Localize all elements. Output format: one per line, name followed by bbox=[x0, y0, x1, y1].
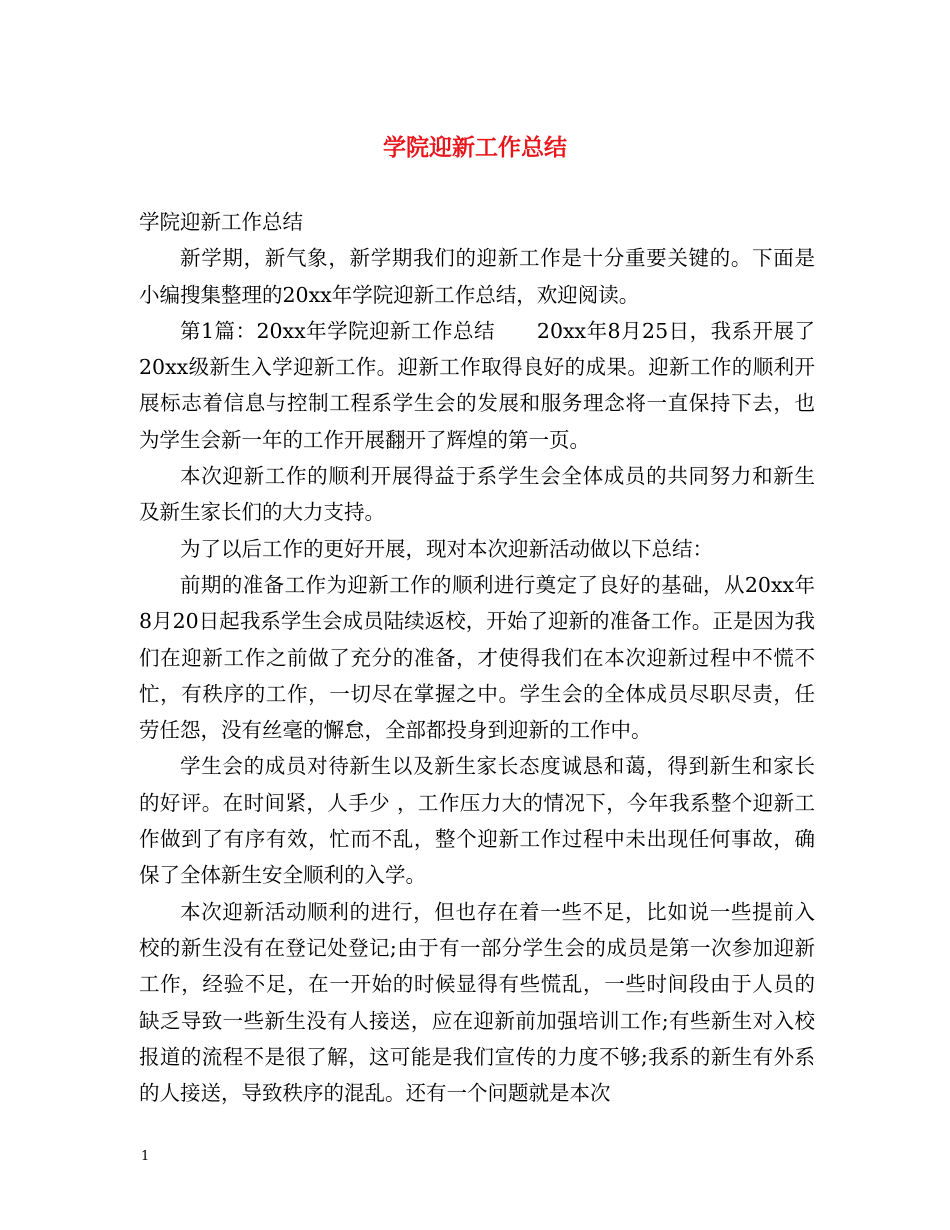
paragraph-attitude: 学生会的成员对待新生以及新生家长态度诚恳和蔼，得到新生和家长的好评。在时间紧，人手少 ，工作压力大的情况下，今年我系整个迎新工作做到了有序有效，忙而不乱，整个迎新工作过程中未出现任何事故，确保了全体新生安全顺利的入学。 bbox=[139, 754, 815, 888]
page-number: 1 bbox=[141, 1149, 150, 1164]
section-heading: 学院迎新工作总结 bbox=[139, 210, 303, 234]
paragraph-thanks: 本次迎新工作的顺利开展得益于系学生会全体成员的共同努力和新生及新生家长们的大力支持。 bbox=[139, 464, 815, 525]
paragraph-shortcomings: 本次迎新活动顺利的进行，但也存在着一些不足，比如说一些提前入校的新生没有在登记处登记;由于有一部分学生会的成员是第一次参加迎新工作，经验不足，在一开始的时候显得有些慌乱，一些时间段由于人员的缺乏导致一些新生没有人接送，应在迎新前加强培训工作;有些新生对入校报道的流程不是很了解，这可能是我们宣传的力度不够;我系的新生有外系的人接送，导致秩序的混乱。还有一个问题就是本次 bbox=[139, 899, 815, 1106]
paragraph-part-1: 第1篇：20xx年学院迎新工作总结 20xx年8月25日，我系开展了20xx级新生入学迎新工作。迎新工作取得良好的成果。迎新工作的顺利开展标志着信息与控制工程系学生会的发展和服务理念将一直保持下去，也为学生会新一年的工作开展翻开了辉煌的第一页。 bbox=[139, 318, 815, 452]
paragraph-summary-lead: 为了以后工作的更好开展，现对本次迎新活动做以下总结： bbox=[180, 536, 713, 561]
paragraph-intro: 新学期，新气象，新学期我们的迎新工作是十分重要关键的。下面是小编搜集整理的20xx年学院迎新工作总结，欢迎阅读。 bbox=[139, 246, 815, 307]
paragraph-preparation: 前期的准备工作为迎新工作的顺利进行奠定了良好的基础，从20xx年8月20日起我系学生会成员陆续返校，开始了迎新的准备工作。正是因为我们在迎新工作之前做了充分的准备，才使得我们在本次迎新过程中不慌不忙，有秩序的工作，一切尽在掌握之中。学生会的全体成员尽职尽责，任劳任怨，没有丝毫的懈怠，全部都投身到迎新的工作中。 bbox=[139, 572, 815, 743]
document-title: 学院迎新工作总结 bbox=[383, 134, 567, 161]
document-body bbox=[139, 204, 815, 1111]
